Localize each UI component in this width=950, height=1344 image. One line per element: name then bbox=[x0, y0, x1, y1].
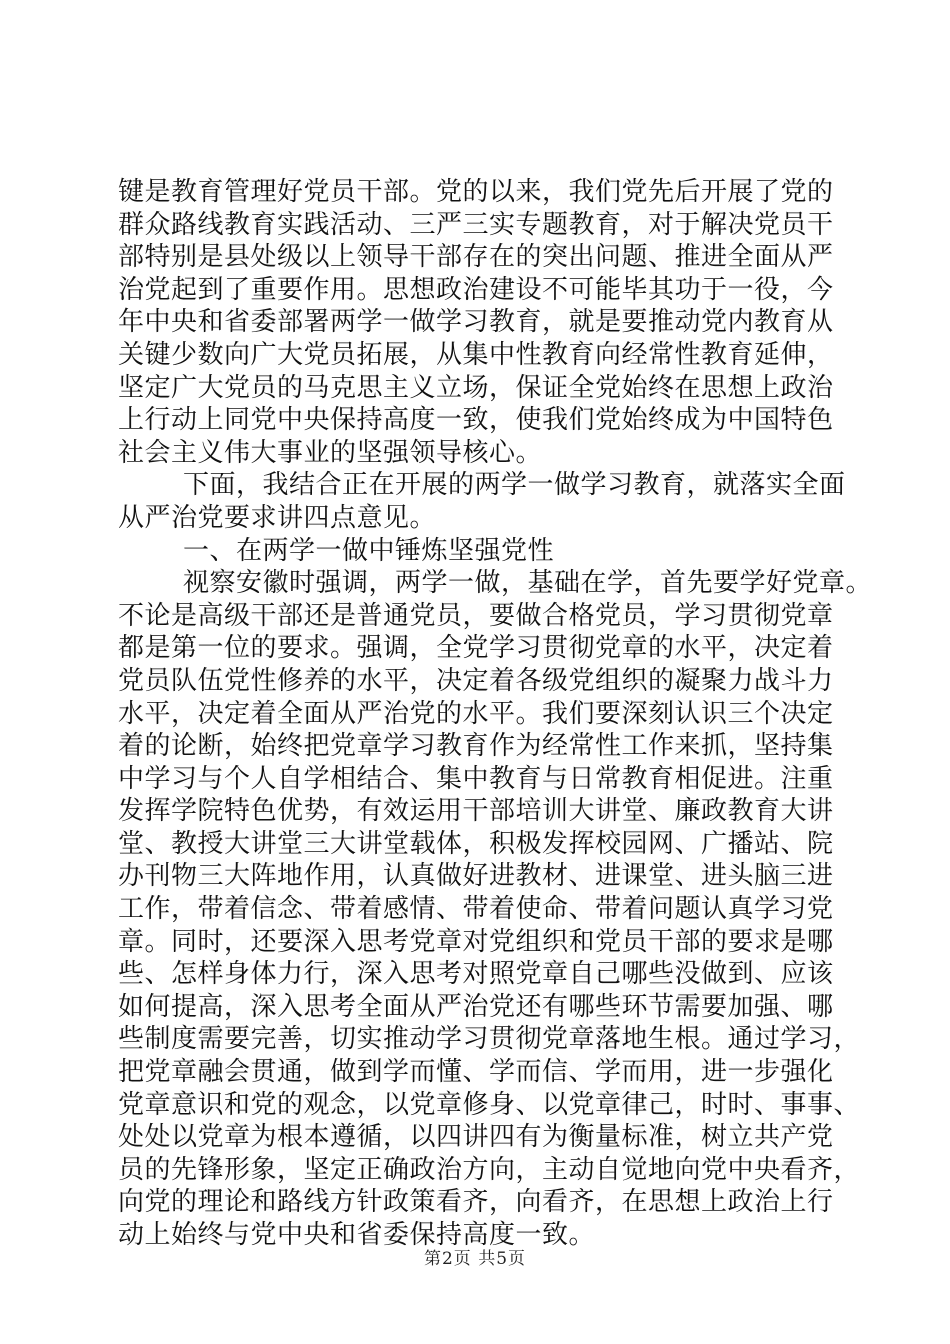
text-line: 发挥学院特色优势，有效运用干部培训大讲堂、廉政教育大讲 bbox=[118, 796, 834, 827]
text-line: 些、怎样身体力行，深入思考对照党章自己哪些没做到、应该 bbox=[118, 959, 834, 990]
text-line: 坚定广大党员的马克思主义立场，保证全党始终在思想上政治 bbox=[118, 372, 834, 403]
text-line: 年中央和省委部署两学一做学习教育，就是要推动党内教育从 bbox=[118, 307, 834, 338]
text-line: 员的先锋形象，坚定正确政治方向，主动自觉地向党中央看齐， bbox=[118, 1154, 861, 1185]
text-line: 治党起到了重要作用。思想政治建设不可能毕其功于一役，今 bbox=[118, 274, 834, 305]
text-line: 章。同时，还要深入思考党章对党组织和党员干部的要求是哪 bbox=[118, 926, 834, 957]
text-line: 堂、教授大讲堂三大讲堂载体，积极发挥校园网、广播站、院 bbox=[118, 828, 834, 859]
text-line: 社会主义伟大事业的坚强领导核心。 bbox=[118, 437, 543, 468]
section-heading: 一、在两学一做中锤炼坚强党性 bbox=[183, 535, 555, 566]
document-body bbox=[118, 176, 873, 1252]
text-line: 党员队伍党性修养的水平，决定着各级党组织的凝聚力战斗力 bbox=[118, 665, 834, 696]
text-line: 把党章融会贯通，做到学而懂、学而信、学而用，进一步强化 bbox=[118, 1057, 834, 1088]
paragraph-start-line: 下面，我结合正在开展的两学一做学习教育，就落实全面 bbox=[183, 470, 846, 501]
text-line: 动上始终与党中央和省委保持高度一致。 bbox=[118, 1220, 596, 1250]
text-line: 如何提高，深入思考全面从严治党还有哪些环节需要加强、哪 bbox=[118, 991, 834, 1022]
text-line: 从严治党要求讲四点意见。 bbox=[118, 502, 437, 533]
text-line: 向党的理论和路线方针政策看齐，向看齐，在思想上政治上行 bbox=[118, 1187, 834, 1218]
text-line: 不论是高级干部还是普通党员，要做合格党员，学习贯彻党章 bbox=[118, 600, 834, 631]
text-line: 上行动上同党中央保持高度一致，使我们党始终成为中国特色 bbox=[118, 405, 834, 436]
text-line: 都是第一位的要求。强调，全党学习贯彻党章的水平，决定着 bbox=[118, 633, 834, 664]
text-line: 着的论断，始终把党章学习教育作为经常性工作来抓，坚持集 bbox=[118, 731, 834, 762]
text-line: 工作，带着信念、带着感情、带着使命、带着问题认真学习党 bbox=[118, 894, 834, 925]
text-line: 中学习与个人自学相结合、集中教育与日常教育相促进。注重 bbox=[118, 763, 834, 794]
text-line: 党章意识和党的观念，以党章修身、以党章律己，时时、事事、 bbox=[118, 1089, 861, 1120]
text-line: 关键少数向广大党员拓展，从集中性教育向经常性教育延伸， bbox=[118, 339, 834, 370]
text-line: 部特别是县处级以上领导干部存在的突出问题、推进全面从严 bbox=[118, 242, 834, 273]
text-line: 键是教育管理好党员干部。党的以来，我们党先后开展了党的 bbox=[118, 177, 834, 207]
text-line: 办刊物三大阵地作用，认真做好进教材、进课堂、进头脑三进 bbox=[118, 861, 834, 892]
text-line: 群众路线教育实践活动、三严三实专题教育，对于解决党员干 bbox=[118, 209, 834, 240]
page-number-footer: 第2页 共5页 bbox=[423, 1249, 527, 1269]
paragraph-start-line: 视察安徽时强调，两学一做，基础在学，首先要学好党章。 bbox=[183, 568, 873, 599]
text-line: 水平，决定着全面从严治党的水平。我们要深刻认识三个决定 bbox=[118, 698, 834, 729]
text-line: 些制度需要完善，切实推动学习贯彻党章落地生根。通过学习， bbox=[118, 1024, 861, 1055]
text-line: 处处以党章为根本遵循，以四讲四有为衡量标准，树立共产党 bbox=[118, 1122, 834, 1153]
